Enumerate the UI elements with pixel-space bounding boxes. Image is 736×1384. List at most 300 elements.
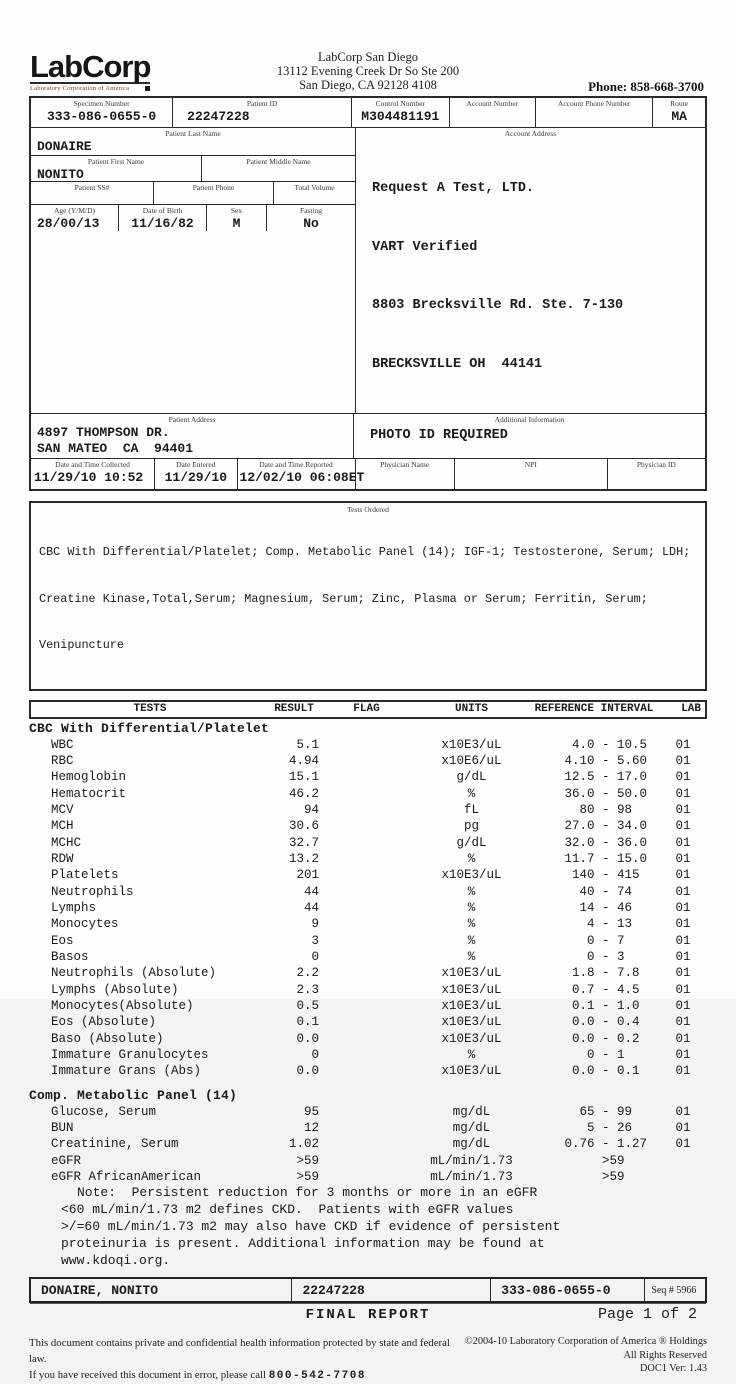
footer-patient-id-cell bbox=[291, 1279, 490, 1301]
test-units: % bbox=[467, 786, 476, 801]
column-flag: FLAG bbox=[353, 702, 380, 715]
footer-patient-name: DONAIRE, NONITO bbox=[41, 1282, 159, 1298]
test-lab: 01 bbox=[675, 737, 691, 752]
note-line: Note: Persistent reduction for 3 months or more in an eGFR bbox=[77, 1185, 538, 1201]
test-result: 1.02 bbox=[288, 1137, 319, 1152]
middle-name-value bbox=[202, 166, 355, 167]
test-name: Hemoglobin bbox=[51, 770, 127, 785]
specimen-row bbox=[31, 98, 705, 127]
fasting-label: Fasting bbox=[299, 206, 323, 215]
last-name-row bbox=[31, 128, 355, 155]
test-name: Platelets bbox=[51, 868, 119, 883]
account-number-label: Account Number bbox=[466, 99, 519, 108]
test-result: 0.5 bbox=[296, 999, 319, 1013]
test-units: % bbox=[467, 949, 476, 964]
first-middle-row bbox=[31, 155, 355, 181]
last-name-label: Patient Last Name bbox=[165, 129, 221, 138]
test-name: Lymphs bbox=[51, 900, 97, 915]
test-lab: 01 bbox=[675, 966, 691, 981]
test-flag bbox=[319, 1014, 414, 1030]
test-lab: 01 bbox=[675, 1048, 691, 1063]
test-reference: 0.7 - 4.5 bbox=[557, 982, 640, 997]
test-flag bbox=[319, 851, 414, 867]
disclaimer-phone: 800-542-7708 bbox=[268, 1370, 366, 1383]
lab-phone bbox=[588, 79, 704, 95]
test-name: RBC bbox=[51, 753, 74, 768]
test-reference: 0.0 - 0.1 bbox=[557, 1064, 640, 1079]
lab-name: LabCorp San Diego bbox=[318, 50, 418, 64]
test-lab: 01 bbox=[675, 819, 691, 834]
age-cell bbox=[31, 205, 118, 231]
ssn-phone-volume-row bbox=[31, 181, 355, 204]
results-column-header bbox=[29, 700, 707, 719]
ssn-value bbox=[31, 192, 153, 193]
account-phone-value bbox=[536, 108, 652, 109]
copyright-line3: DOC1 Ver: 1.43 bbox=[639, 1363, 707, 1375]
account-address-line4: BRECKSVILLE OH 44141 bbox=[372, 356, 543, 372]
reported-label: Date and Time Reported bbox=[259, 460, 333, 469]
test-units: x10E3/uL bbox=[441, 982, 502, 997]
test-flag bbox=[319, 949, 414, 965]
result-row bbox=[29, 1031, 707, 1047]
middle-name-label: Patient Middle Name bbox=[246, 157, 311, 166]
total-volume-cell bbox=[273, 182, 355, 204]
result-row bbox=[29, 1047, 707, 1063]
test-units: g/dL bbox=[456, 770, 487, 785]
note-line: >/=60 mL/min/1.73 m2 may also have CKD if evidence of persistent bbox=[61, 1219, 561, 1235]
test-name: MCHC bbox=[51, 835, 82, 850]
test-reference: 11.7 - 15.0 bbox=[557, 851, 648, 866]
demographics-table bbox=[29, 96, 707, 491]
physician-id-value bbox=[608, 469, 705, 470]
test-flag bbox=[319, 1031, 414, 1047]
patient-phone-value bbox=[154, 192, 273, 193]
test-reference: 0 - 7 bbox=[557, 933, 625, 948]
test-lab bbox=[659, 1169, 707, 1185]
test-flag bbox=[319, 916, 414, 932]
total-volume-label: Total Volume bbox=[294, 183, 335, 192]
lab-address-line1: 13112 Evening Creek Dr So Ste 200 bbox=[276, 64, 460, 78]
test-lab: 01 bbox=[675, 1137, 691, 1152]
test-units: % bbox=[467, 851, 476, 866]
dob-cell bbox=[118, 205, 206, 231]
patient-address-line1: 4897 THOMPSON DR. bbox=[37, 425, 170, 440]
test-flag bbox=[319, 933, 414, 949]
additional-info-value: PHOTO ID REQUIRED bbox=[370, 428, 508, 443]
column-units: UNITS bbox=[454, 702, 488, 715]
additional-info-label: Additional Information bbox=[494, 415, 565, 424]
test-name: Lymphs (Absolute) bbox=[51, 982, 179, 997]
result-row bbox=[29, 737, 707, 753]
test-name: Neutrophils bbox=[51, 884, 134, 899]
test-units: % bbox=[467, 884, 476, 899]
specimen-number-value: 333-086-0655-0 bbox=[46, 109, 157, 124]
test-flag bbox=[319, 884, 414, 900]
footer-patient-name-cell bbox=[31, 1279, 291, 1301]
result-row bbox=[29, 1153, 707, 1169]
disclaimer-text bbox=[29, 1335, 459, 1384]
column-reference-interval: REFERENCE INTERVAL bbox=[534, 702, 654, 715]
footer-specimen-number: 333-086-0655-0 bbox=[501, 1282, 611, 1298]
test-units: mL/min/1.73 bbox=[430, 1170, 513, 1185]
tests-ordered-line1: CBC With Differential/Platelet; Comp. Metabolic Panel (14); IGF-1; Testosterone, Serum; LDH; bbox=[39, 545, 691, 559]
test-units: x10E3/uL bbox=[441, 999, 502, 1013]
test-result: 0.1 bbox=[296, 1015, 319, 1030]
control-number-cell bbox=[351, 98, 448, 127]
test-result: 13.2 bbox=[288, 851, 319, 866]
age-dob-sex-fasting-row bbox=[31, 204, 355, 231]
disclaimer-line2-text: If you have received this document in error, please call bbox=[29, 1369, 269, 1382]
age-value: 28/00/13 bbox=[37, 216, 100, 231]
test-lab: 01 bbox=[675, 770, 691, 785]
test-flag bbox=[319, 1104, 414, 1120]
test-lab: 01 bbox=[675, 1121, 691, 1136]
panel-title: CBC With Differential/Platelet bbox=[29, 720, 270, 736]
ssn-cell bbox=[31, 182, 153, 204]
result-row bbox=[29, 851, 707, 867]
test-result: 0 bbox=[311, 1048, 319, 1063]
result-row bbox=[29, 867, 707, 883]
first-name-label: Patient First Name bbox=[87, 157, 145, 166]
test-name: Eos bbox=[51, 933, 74, 948]
test-result: >59 bbox=[296, 1153, 319, 1168]
test-result: 94 bbox=[303, 802, 319, 817]
dob-value: 11/16/82 bbox=[131, 216, 194, 231]
test-result: 15.1 bbox=[288, 770, 319, 785]
sex-label: Sex bbox=[230, 206, 243, 215]
test-lab: 01 bbox=[675, 900, 691, 915]
test-reference: 14 - 46 bbox=[557, 900, 633, 915]
patient-address-line2: SAN MATEO CA 94401 bbox=[37, 441, 194, 456]
copyright-line2: All Rights Reserved bbox=[623, 1349, 707, 1361]
column-lab: LAB bbox=[681, 702, 701, 715]
result-row bbox=[29, 818, 707, 834]
test-units: x10E3/uL bbox=[441, 737, 502, 752]
ssn-label: Patient SS# bbox=[74, 183, 110, 192]
footer-specimen-cell bbox=[490, 1279, 644, 1301]
legal-footer bbox=[29, 1335, 707, 1384]
lab-address-block bbox=[277, 50, 459, 92]
test-flag bbox=[319, 1153, 414, 1169]
patient-phone-label: Patient Phone bbox=[192, 183, 235, 192]
test-lab: 01 bbox=[675, 917, 691, 932]
account-address-line1: Request A Test, LTD. bbox=[372, 181, 535, 196]
test-flag bbox=[319, 737, 414, 753]
result-row bbox=[29, 835, 707, 851]
test-reference: 1.8 - 7.8 bbox=[557, 966, 640, 981]
test-reference: 32.0 - 36.0 bbox=[557, 835, 648, 850]
test-result: 44 bbox=[303, 884, 319, 899]
test-result: 0.0 bbox=[296, 1031, 319, 1046]
test-name: WBC bbox=[51, 737, 74, 752]
fasting-cell bbox=[266, 205, 355, 231]
final-report-label: FINAL REPORT bbox=[305, 1307, 431, 1324]
result-row bbox=[29, 769, 707, 785]
test-result: 0.0 bbox=[296, 1064, 319, 1079]
total-volume-value bbox=[274, 192, 355, 193]
tests-ordered-box bbox=[29, 501, 707, 691]
account-phone-label: Account Phone Number bbox=[557, 99, 631, 108]
account-address-label: Account Address bbox=[504, 129, 557, 138]
physician-name-label: Physician Name bbox=[380, 460, 430, 469]
result-row bbox=[29, 916, 707, 932]
test-lab: 01 bbox=[675, 999, 691, 1013]
test-result: 12 bbox=[303, 1121, 319, 1136]
disclaimer-line2 bbox=[29, 1367, 459, 1384]
test-reference: 65 - 99 bbox=[557, 1104, 633, 1119]
test-result: 0 bbox=[311, 949, 319, 964]
result-row bbox=[29, 1063, 707, 1079]
test-reference: 0.76 - 1.27 bbox=[557, 1137, 648, 1152]
route-cell bbox=[652, 98, 705, 127]
lab-address-line2: San Diego, CA 92128 4108 bbox=[299, 78, 437, 92]
test-name: Glucose, Serum bbox=[51, 1104, 157, 1119]
test-units: x10E3/uL bbox=[441, 1015, 502, 1030]
patient-phone-cell bbox=[153, 182, 273, 204]
test-flag bbox=[319, 786, 414, 802]
account-address-line3: 8803 Brecksville Rd. Ste. 7-130 bbox=[372, 298, 624, 313]
test-reference: 40 - 74 bbox=[557, 884, 633, 899]
result-row bbox=[29, 884, 707, 900]
sex-cell bbox=[206, 205, 266, 231]
test-flag bbox=[319, 1136, 414, 1152]
npi-value bbox=[455, 469, 607, 470]
control-number-value: M304481191 bbox=[361, 109, 440, 124]
test-reference: 4 - 13 bbox=[557, 917, 633, 932]
route-label: Route bbox=[670, 99, 689, 108]
dob-label: Date of Birth bbox=[142, 206, 183, 215]
test-reference: 4.10 - 5.60 bbox=[557, 753, 648, 768]
footer-seq-cell bbox=[644, 1279, 705, 1301]
test-name: eGFR AfricanAmerican bbox=[51, 1170, 202, 1185]
first-name-cell bbox=[31, 156, 201, 181]
test-reference: 36.0 - 50.0 bbox=[557, 786, 648, 801]
result-row bbox=[29, 900, 707, 916]
result-row bbox=[29, 949, 707, 965]
test-lab: 01 bbox=[675, 786, 691, 801]
column-tests: TESTS bbox=[133, 702, 167, 715]
copyright-text bbox=[465, 1335, 707, 1376]
test-name: Eos (Absolute) bbox=[51, 1015, 157, 1030]
patient-address-value bbox=[31, 424, 353, 457]
labcorp-tagline-text: Laboratory Corporation of America bbox=[30, 85, 130, 92]
patient-account-row bbox=[31, 127, 705, 413]
account-address-line2: VART Verified bbox=[372, 239, 478, 255]
test-lab: 01 bbox=[675, 851, 691, 866]
test-lab: 01 bbox=[675, 1015, 691, 1030]
last-name-value: DONAIRE bbox=[37, 139, 92, 154]
result-row bbox=[29, 1014, 707, 1030]
test-name: Neutrophils (Absolute) bbox=[51, 966, 217, 981]
note-line: proteinuria is present. Additional information may be found at bbox=[61, 1235, 545, 1251]
test-flag bbox=[319, 1169, 414, 1185]
test-result: 46.2 bbox=[288, 786, 319, 801]
route-value: MA bbox=[671, 109, 687, 124]
test-result: 2.2 bbox=[296, 966, 319, 981]
logo-square-icon bbox=[145, 86, 150, 91]
reported-cell bbox=[237, 459, 365, 489]
test-name: Monocytes(Absolute) bbox=[51, 999, 194, 1013]
test-result: 32.7 bbox=[288, 835, 319, 850]
patient-address-cell bbox=[31, 414, 353, 458]
npi-cell bbox=[454, 459, 607, 489]
entered-label: Date Entered bbox=[176, 460, 216, 469]
result-row bbox=[29, 786, 707, 802]
test-units: mg/dL bbox=[452, 1104, 491, 1119]
first-name-value: NONITO bbox=[37, 167, 84, 182]
test-lab: 01 bbox=[675, 982, 691, 997]
test-lab: 01 bbox=[675, 1064, 691, 1079]
test-name: Immature Granulocytes bbox=[51, 1048, 209, 1063]
test-result: 44 bbox=[303, 900, 319, 915]
test-units: x10E6/uL bbox=[441, 753, 502, 768]
tests-ordered-line3: Venipuncture bbox=[39, 638, 124, 652]
collected-cell bbox=[31, 459, 154, 489]
test-name: MCV bbox=[51, 802, 74, 817]
test-reference: 27.0 - 34.0 bbox=[557, 819, 648, 834]
column-result: RESULT bbox=[274, 702, 314, 715]
test-result: 5.1 bbox=[296, 737, 319, 752]
footer-seq-number: Seq # 5966 bbox=[651, 1284, 697, 1296]
patient-name-block bbox=[31, 128, 355, 413]
test-lab: 01 bbox=[675, 753, 691, 768]
page-number: Page 1 of 2 bbox=[597, 1306, 697, 1324]
result-row bbox=[29, 1104, 707, 1120]
test-flag bbox=[319, 1063, 414, 1079]
test-flag bbox=[319, 802, 414, 818]
test-reference: 4.0 - 10.5 bbox=[557, 737, 648, 752]
disclaimer-line1: This document contains private and confidential health information protected by state and federal law. bbox=[29, 1337, 450, 1366]
test-units: x10E3/uL bbox=[441, 1031, 502, 1046]
physician-name-value bbox=[356, 469, 454, 470]
test-result: 95 bbox=[303, 1104, 319, 1119]
test-name: MCH bbox=[51, 819, 74, 834]
age-label: Age (Y/M/D) bbox=[53, 206, 96, 215]
test-flag bbox=[319, 965, 414, 981]
test-lab: 01 bbox=[675, 949, 691, 964]
test-reference: >59 bbox=[557, 1153, 625, 1168]
fasting-value: No bbox=[303, 216, 319, 231]
test-name: BUN bbox=[51, 1121, 74, 1136]
test-flag bbox=[319, 818, 414, 834]
specimen-number-label: Specimen Number bbox=[73, 99, 130, 108]
test-reference: 0 - 1 bbox=[557, 1048, 625, 1063]
test-reference: 80 - 98 bbox=[557, 802, 633, 817]
account-address-block bbox=[355, 128, 705, 413]
test-result: 3 bbox=[311, 933, 319, 948]
account-number-value bbox=[450, 108, 535, 109]
note-line: <60 mL/min/1.73 m2 defines CKD. Patients with eGFR values bbox=[61, 1202, 514, 1218]
test-result: 9 bbox=[311, 917, 319, 932]
test-lab: 01 bbox=[675, 802, 691, 817]
test-units: g/dL bbox=[456, 835, 487, 850]
phone-number: 858-668-3700 bbox=[630, 79, 704, 94]
test-flag bbox=[319, 769, 414, 785]
test-flag bbox=[319, 1120, 414, 1136]
test-units: % bbox=[467, 900, 476, 915]
test-lab: 01 bbox=[675, 1031, 691, 1046]
labcorp-logo-text: LabCorp bbox=[30, 49, 151, 84]
tests-ordered-label: Tests Ordered bbox=[347, 505, 389, 514]
test-lab: 01 bbox=[675, 933, 691, 948]
test-flag bbox=[319, 982, 414, 998]
result-row bbox=[29, 998, 707, 1014]
test-flag bbox=[319, 867, 414, 883]
address-info-row bbox=[31, 413, 705, 458]
test-reference: 0.1 - 1.0 bbox=[557, 999, 640, 1013]
test-units: x10E3/uL bbox=[441, 868, 502, 883]
physician-id-label: Physician ID bbox=[636, 460, 676, 469]
test-flag bbox=[319, 753, 414, 769]
labcorp-logo bbox=[30, 49, 151, 92]
results-body bbox=[29, 720, 707, 1270]
dates-row bbox=[31, 458, 705, 489]
entered-value: 11/29/10 bbox=[164, 470, 228, 485]
collected-value: 11/29/10 10:52 bbox=[34, 470, 144, 485]
patient-id-value: 22247228 bbox=[187, 109, 250, 124]
test-result: 2.3 bbox=[296, 982, 319, 997]
test-flag bbox=[319, 1047, 414, 1063]
test-reference: 0.0 - 0.4 bbox=[557, 1015, 640, 1030]
test-lab bbox=[659, 1153, 707, 1169]
test-result: 201 bbox=[296, 868, 319, 883]
test-name: Creatinine, Serum bbox=[51, 1137, 179, 1152]
report-header bbox=[29, 50, 707, 96]
result-row bbox=[29, 1169, 707, 1185]
report-status-line bbox=[29, 1307, 707, 1329]
test-reference: >59 bbox=[557, 1170, 625, 1185]
result-row bbox=[29, 802, 707, 818]
result-row bbox=[29, 1136, 707, 1152]
footer-id-bar bbox=[29, 1277, 707, 1303]
result-row bbox=[29, 965, 707, 981]
physician-id-cell bbox=[607, 459, 705, 489]
tests-ordered-lines bbox=[39, 514, 697, 685]
test-flag bbox=[319, 900, 414, 916]
additional-info-cell bbox=[353, 414, 705, 458]
control-number-label: Control Number bbox=[375, 99, 425, 108]
test-reference: 12.5 - 17.0 bbox=[557, 770, 648, 785]
test-units: mL/min/1.73 bbox=[430, 1153, 513, 1168]
note-line: www.kdoqi.org. bbox=[61, 1252, 171, 1268]
test-lab: 01 bbox=[675, 835, 691, 850]
test-lab: 01 bbox=[675, 1104, 691, 1119]
npi-label: NPI bbox=[524, 460, 537, 469]
sex-value: M bbox=[232, 216, 241, 231]
patient-id-label: Patient ID bbox=[246, 99, 278, 108]
footer-patient-id: 22247228 bbox=[302, 1282, 365, 1298]
test-units: % bbox=[467, 917, 476, 932]
test-reference: 5 - 26 bbox=[557, 1121, 633, 1136]
physician-name-cell bbox=[355, 459, 454, 489]
account-address-lines bbox=[356, 138, 705, 413]
test-name: Basos bbox=[51, 949, 89, 964]
collected-label: Date and Time Collected bbox=[55, 460, 130, 469]
test-name: Hematocrit bbox=[51, 786, 127, 801]
test-name: Baso (Absolute) bbox=[51, 1031, 164, 1046]
test-result: >59 bbox=[296, 1170, 319, 1185]
test-flag bbox=[319, 998, 414, 1014]
copyright-line1: ©2004-10 Laboratory Corporation of America ® Holdings bbox=[464, 1336, 707, 1348]
test-lab: 01 bbox=[675, 884, 691, 899]
result-row bbox=[29, 933, 707, 949]
tests-ordered-line2: Creatine Kinase,Total,Serum; Magnesium, Serum; Zinc, Plasma or Serum; Ferritin, Serum; bbox=[39, 591, 648, 606]
last-name-cell bbox=[31, 128, 355, 155]
result-row bbox=[29, 753, 707, 769]
test-units: % bbox=[467, 1048, 476, 1063]
test-name: eGFR bbox=[51, 1153, 82, 1168]
test-units: mg/dL bbox=[452, 1121, 491, 1136]
